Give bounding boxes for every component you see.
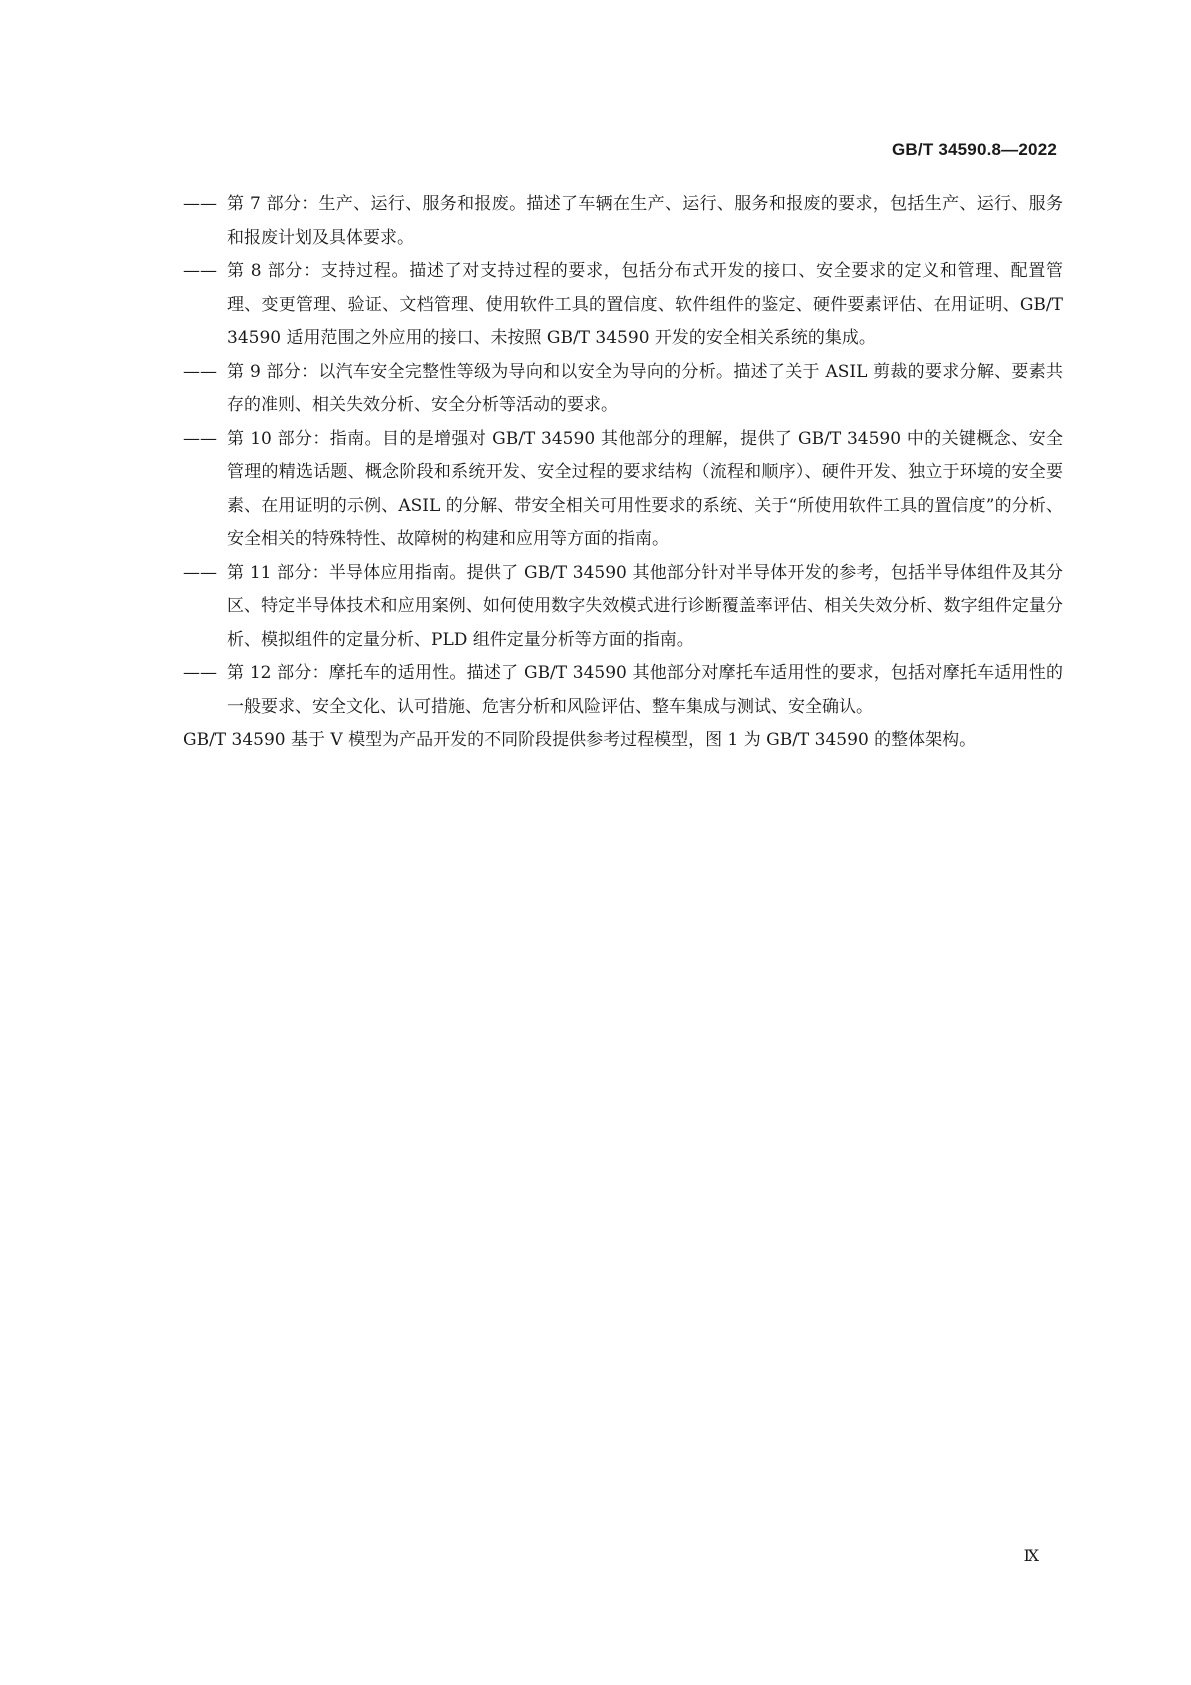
closing-paragraph: GB/T 34590 基于 V 模型为产品开发的不同阶段提供参考过程模型，图 1 为 GB/T 34590 的整体架构。 bbox=[183, 730, 977, 750]
list-dash: —— bbox=[183, 261, 217, 281]
list-item-text: 第 7 部分：生产、运行、服务和报废。描述了车辆在生产、运行、服务和报废的要求，包括生产、运行、服务和报废计划及具体要求。 bbox=[227, 194, 1063, 248]
document-number: GB/T 34590.8—2022 bbox=[892, 140, 1057, 159]
list-item-text: 第 8 部分：支持过程。描述了对支持过程的要求，包括分布式开发的接口、安全要求的定义和管理、配置管理、变更管理、验证、文档管理、使用软件工具的置信度、软件组件的鉴定、硬件要素评估、在用证明、GB/T 34590 适用范围之外应用的接口、未按照 GB/T 34590 开发的安全相关系统的集成。 bbox=[227, 261, 1063, 348]
list-item-text: 第 9 部分：以汽车安全完整性等级为导向和以安全为导向的分析。描述了关于 ASIL 剪裁的要求分解、要素共存的准则、相关失效分析、安全分析等活动的要求。 bbox=[227, 361, 1063, 415]
list-dash: —— bbox=[183, 428, 217, 449]
list-item bbox=[183, 657, 1063, 724]
list-item-text: 第 11 部分：半导体应用指南。提供了 GB/T 34590 其他部分针对半导体开发的参考，包括半导体组件及其分区、特定半导体技术和应用案例、如何使用数字失效模式进行诊断覆盖率评估、相关失效分析、数字组件定量分析、模拟组件的定量分析、PLD 组件定量分析等方面的指南。 bbox=[227, 562, 1063, 650]
list-item bbox=[183, 423, 1063, 557]
list-item-text: 第 12 部分：摩托车的适用性。描述了 GB/T 34590 其他部分对摩托车适用性的要求，包括对摩托车适用性的一般要求、安全文化、认可措施、危害分析和风险评估、整车集成与测试、安全确认。 bbox=[227, 663, 1063, 717]
list-item bbox=[183, 188, 1063, 255]
list-dash: —— bbox=[183, 562, 217, 583]
list-item bbox=[183, 255, 1063, 356]
list-item bbox=[183, 557, 1063, 658]
list-dash: —— bbox=[183, 663, 217, 683]
list-item-text: 第 10 部分：指南。目的是增强对 GB/T 34590 其他部分的理解，提供了 GB/T 34590 中的关键概念、安全管理的精选话题、概念阶段和系统开发、安全过程的要求结构（流程和顺序）、硬件开发、独立于环境的安全要素、在用证明的示例、ASIL 的分解、带安全相关可用性要求的系统、关于“所使用软件工具的置信度”的分析、安全相关的特殊特性、故障树的构建和应用等方面的指南。 bbox=[227, 428, 1063, 549]
page-number: Ⅸ bbox=[1023, 1546, 1039, 1565]
document-body bbox=[183, 188, 1063, 758]
list-dash: —— bbox=[183, 194, 217, 214]
list-dash: —— bbox=[183, 361, 217, 382]
list-item bbox=[183, 356, 1063, 423]
